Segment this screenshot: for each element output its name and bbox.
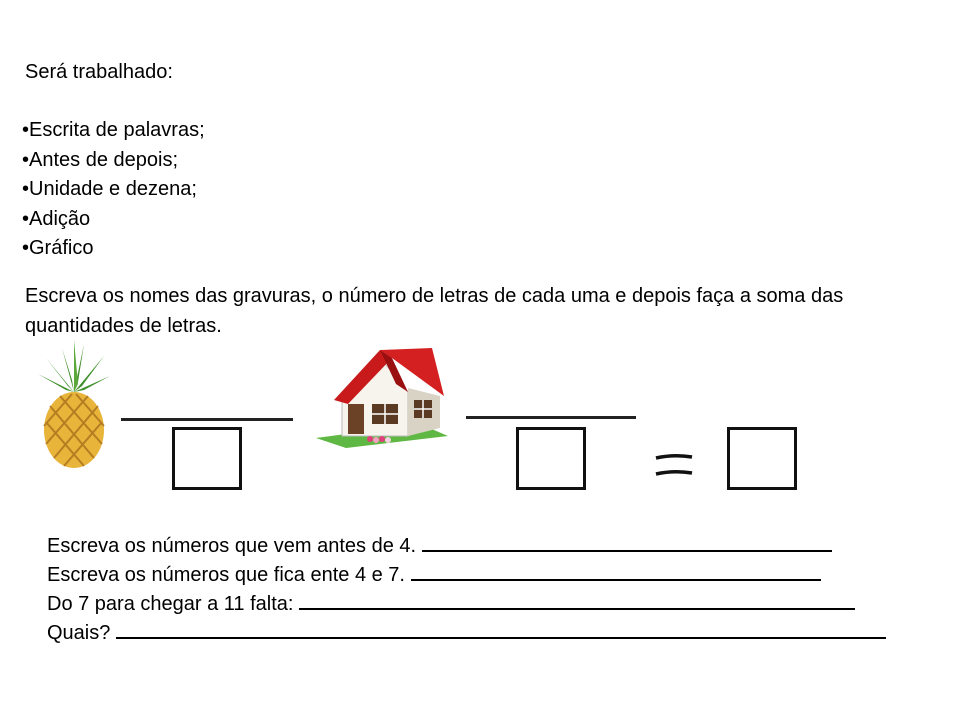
answer-line-2[interactable]	[466, 416, 636, 419]
pineapple-icon	[34, 340, 114, 470]
topic-item: •Gráfico	[22, 237, 94, 259]
equals-icon	[654, 452, 694, 480]
topic-item: •Antes de depois;	[22, 148, 178, 171]
question-text: Escreva os números que fica ente 4 e 7.	[47, 564, 405, 586]
answer-line-1[interactable]	[121, 418, 293, 421]
question-row	[47, 621, 886, 645]
sum-result-box[interactable]	[727, 427, 797, 490]
section-title: Será trabalhado:	[25, 61, 173, 83]
topic-list	[22, 116, 205, 264]
answer-blank[interactable]	[299, 592, 855, 610]
instruction-text: Escreva os nomes das gravuras, o número de letras de cada uma e depois faça a soma das quantidades de letras.	[25, 285, 844, 337]
topic-item: •Escrita de palavras;	[22, 119, 205, 141]
letter-count-box-1[interactable]	[172, 427, 242, 490]
answer-blank[interactable]	[116, 621, 886, 639]
question-text: Escreva os números que vem antes de 4.	[47, 535, 417, 557]
topic-item: •Adição	[22, 207, 91, 230]
question-row	[47, 563, 821, 587]
letter-count-box-2[interactable]	[516, 427, 586, 490]
question-row	[47, 592, 855, 616]
answer-blank[interactable]	[411, 563, 821, 581]
answer-blank[interactable]	[422, 534, 832, 552]
question-row	[47, 534, 832, 558]
question-text: Do 7 para chegar a 11 falta:	[47, 593, 294, 615]
topic-item: •Unidade e dezena;	[22, 178, 197, 200]
house-icon	[312, 344, 452, 448]
question-text: Quais?	[47, 622, 111, 644]
